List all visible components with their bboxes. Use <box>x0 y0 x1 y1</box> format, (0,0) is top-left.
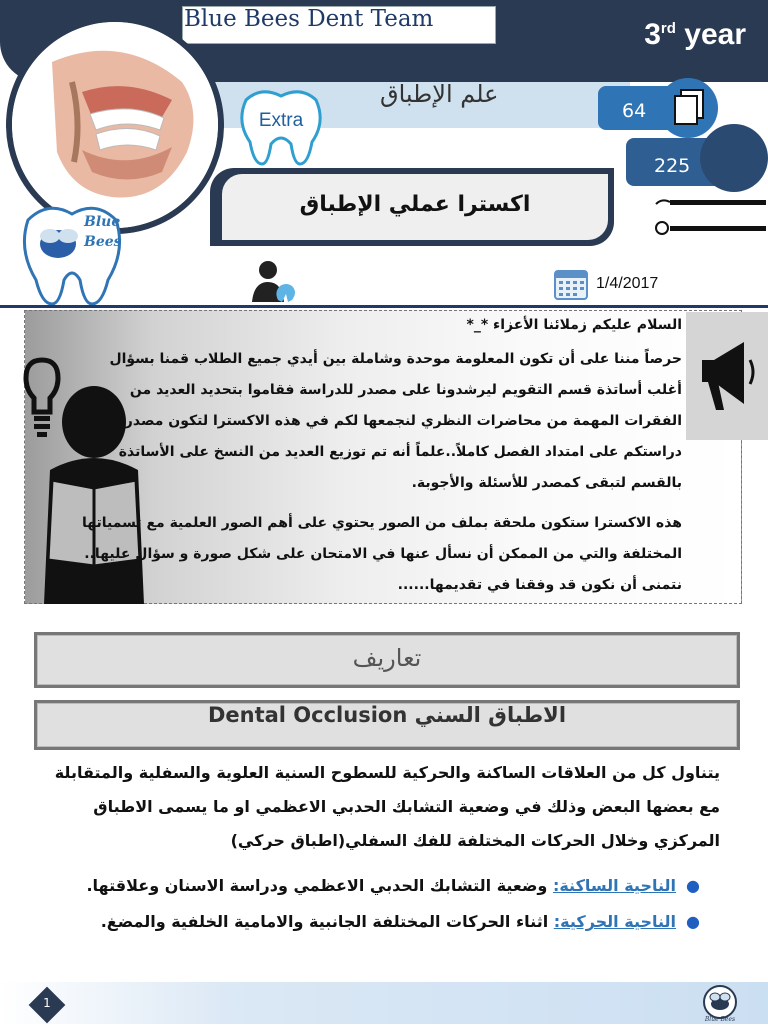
pages-count: 64 <box>622 100 647 122</box>
intro-paragraph-2: هذه الاكسترا ستكون ملحقة بملف من الصور يحتوي على أهم الصور العلمية مع تسمياتها المختلفة والتي من الممكن أن نسأل عنها في الامتحان على شكل صورة و سؤال عليها.. نتمنى أن نكون قد وفقنا في تقديمها...... <box>81 515 682 593</box>
definitions-heading: تعاريف <box>352 644 422 672</box>
bullet-text: اثناء الحركات المختلفة الجانبية والامامية الخلفية والمضغ. <box>100 912 554 931</box>
second-count: 225 <box>654 155 691 177</box>
page-number: 1 <box>43 996 51 1010</box>
header-divider <box>0 305 768 308</box>
calendar-icon <box>554 268 588 300</box>
bullet-label: الناحية الساكنة: <box>552 876 677 895</box>
intro-paragraph-1: حرصاً مننا على أن تكون المعلومة موحدة وشاملة بين أيدي جميع الطلاب قمنا بسؤال أغلب أساتذة قسم التقويم ليرشدونا على مصدر للدراسة فقاموا بتحديد العديد من الفقرات المهمة من محاضرات النظري لنجمعها لكم في هذه الاكسترا لتكون مصدر دراستكم على امتداد الفصل كاملاً..علماً أنه تم توزيع العديد من النسخ على الأساتذة بالقسم لتبقى كمصدر للأسئلة والأجوبة. <box>109 351 682 491</box>
occlusion-heading: الاطباق السني Dental Occlusion <box>207 703 567 727</box>
list-item <box>40 912 700 931</box>
megaphone-icon <box>694 330 758 426</box>
page-title: اكسترا عملي الإطباق <box>299 192 531 217</box>
bullet-icon: ● <box>686 876 700 895</box>
bullet-icon: ● <box>686 912 700 931</box>
extra-label: Extra <box>258 110 304 131</box>
team-name: Blue Bees Dent Team <box>184 6 434 32</box>
svg-text:Blue: Blue <box>84 214 121 230</box>
bullet-label: الناحية الحركية: <box>553 912 677 931</box>
footer-logo-text: Blue Bees <box>704 1016 736 1022</box>
intro-greeting: السلام عليكم زملائنا الأعزاء *_* <box>466 317 682 333</box>
extra-tooth-icon <box>236 86 326 166</box>
dental-tools-icon <box>652 194 768 244</box>
list-item <box>40 876 700 895</box>
occlusion-definition: يتناول كل من العلاقات الساكنة والحركية للسطوح السنية العلوية والسفلية والمتقابلة مع بعضها البعض وذلك في وضعية التشابك الحدبي الاعظمي او ما يسمى الاطباق المركزي وخلال الحركات المختلفة للفك السفلي(اطباق حركي) <box>54 763 720 850</box>
subject-title: علم الإطباق <box>380 80 499 108</box>
blue-bees-logo <box>18 200 126 308</box>
year-label: 3rd year <box>644 18 746 51</box>
bullet-text: وضعية التشابك الحدبي الاعظمي ودراسة الاسنان وعلاقتها. <box>86 876 553 895</box>
doctor-avatar-icon <box>248 258 300 304</box>
count-circle <box>700 124 768 192</box>
date-label: 1/4/2017 <box>596 275 659 292</box>
footer-band <box>0 982 768 1024</box>
pages-icon <box>672 88 706 132</box>
footer-bee-logo <box>690 984 750 1022</box>
svg-text:Bees: Bees <box>84 234 122 250</box>
